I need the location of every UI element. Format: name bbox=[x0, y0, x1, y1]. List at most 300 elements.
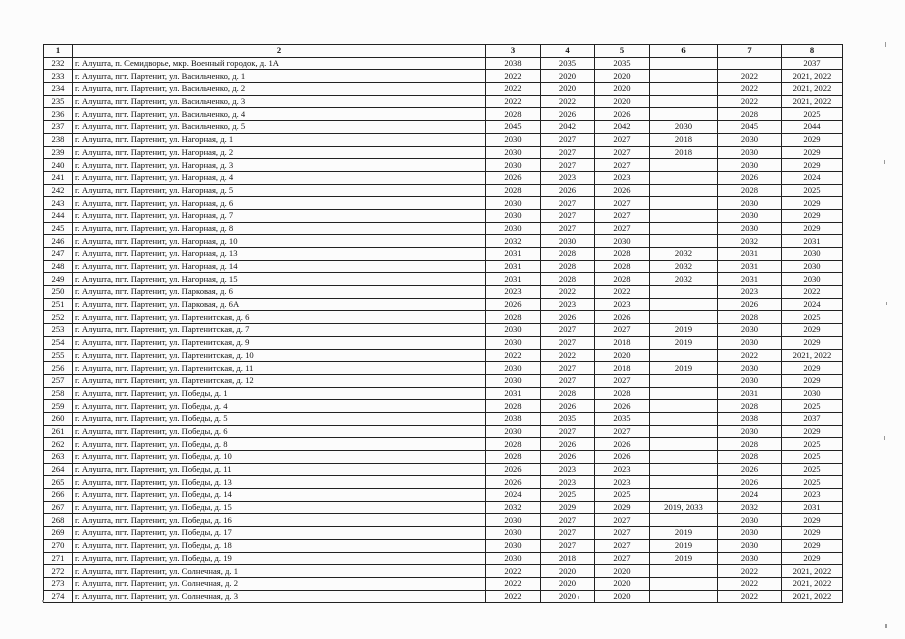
value-cell-8: 2021, 2022 bbox=[782, 70, 843, 83]
address-cell: г. Алушта, пгт. Партенит, ул. Нагорная, д. 6 bbox=[73, 197, 486, 210]
row-number-cell: 263 bbox=[44, 451, 73, 464]
table-row bbox=[44, 324, 843, 337]
row-number-cell: 270 bbox=[44, 539, 73, 552]
address-cell: г. Алушта, п. Семидворье, мкр. Военный городок, д. 1А bbox=[73, 57, 486, 70]
row-number-cell: 251 bbox=[44, 298, 73, 311]
address-cell: г. Алушта, пгт. Партенит, ул. Победы, д. 19 bbox=[73, 552, 486, 565]
value-cell-5: 2027 bbox=[595, 552, 650, 565]
value-cell-5: 2027 bbox=[595, 133, 650, 146]
table-row bbox=[44, 463, 843, 476]
row-number-cell: 262 bbox=[44, 438, 73, 451]
address-cell: г. Алушта, пгт. Партенит, ул. Васильченко, д. 4 bbox=[73, 108, 486, 121]
value-cell-6 bbox=[650, 286, 718, 299]
table-row bbox=[44, 489, 843, 502]
value-cell-5: 2027 bbox=[595, 425, 650, 438]
table-row bbox=[44, 349, 843, 362]
value-cell-7: 2030 bbox=[718, 552, 782, 565]
table-row bbox=[44, 552, 843, 565]
value-cell-4: 2020 bbox=[541, 590, 595, 603]
address-cell: г. Алушта, пгт. Партенит, ул. Победы, д. 18 bbox=[73, 539, 486, 552]
value-cell-8: 2025 bbox=[782, 311, 843, 324]
value-cell-7: 2028 bbox=[718, 108, 782, 121]
row-number-cell: 264 bbox=[44, 463, 73, 476]
value-cell-5: 2023 bbox=[595, 463, 650, 476]
value-cell-5: 2027 bbox=[595, 514, 650, 527]
value-cell-6 bbox=[650, 476, 718, 489]
value-cell-7: 2030 bbox=[718, 146, 782, 159]
value-cell-7: 2030 bbox=[718, 362, 782, 375]
table-row bbox=[44, 298, 843, 311]
value-cell-7: 2038 bbox=[718, 412, 782, 425]
table-row bbox=[44, 565, 843, 578]
value-cell-4: 2027 bbox=[541, 374, 595, 387]
row-number-cell: 247 bbox=[44, 248, 73, 261]
value-cell-7: 2030 bbox=[718, 222, 782, 235]
value-cell-8: 2021, 2022 bbox=[782, 95, 843, 108]
value-cell-7: 2026 bbox=[718, 476, 782, 489]
value-cell-6: 2032 bbox=[650, 260, 718, 273]
value-cell-3: 2028 bbox=[486, 311, 541, 324]
value-cell-5: 2028 bbox=[595, 273, 650, 286]
value-cell-7: 2024 bbox=[718, 489, 782, 502]
value-cell-6: 2019 bbox=[650, 527, 718, 540]
value-cell-7: 2030 bbox=[718, 374, 782, 387]
value-cell-7: 2030 bbox=[718, 159, 782, 172]
table-row bbox=[44, 539, 843, 552]
address-cell: г. Алушта, пгт. Партенит, ул. Васильченко, д. 1 bbox=[73, 70, 486, 83]
table-row bbox=[44, 577, 843, 590]
value-cell-4: 2028 bbox=[541, 260, 595, 273]
address-cell: г. Алушта, пгт. Партенит, ул. Партенитская, д. 7 bbox=[73, 324, 486, 337]
address-cell: г. Алушта, пгт. Партенит, ул. Парковая, д. 6 bbox=[73, 286, 486, 299]
value-cell-6 bbox=[650, 95, 718, 108]
value-cell-4: 2026 bbox=[541, 108, 595, 121]
value-cell-8: 2029 bbox=[782, 336, 843, 349]
address-cell: г. Алушта, пгт. Партенит, ул. Партенитская, д. 10 bbox=[73, 349, 486, 362]
address-cell: г. Алушта, пгт. Партенит, ул. Парковая, д. 6А bbox=[73, 298, 486, 311]
value-cell-3: 2024 bbox=[486, 489, 541, 502]
address-cell: г. Алушта, пгт. Партенит, ул. Нагорная, д. 4 bbox=[73, 171, 486, 184]
value-cell-3: 2023 bbox=[486, 286, 541, 299]
value-cell-8: 2022 bbox=[782, 286, 843, 299]
value-cell-7: 2030 bbox=[718, 336, 782, 349]
address-cell: г. Алушта, пгт. Партенит, ул. Победы, д. 15 bbox=[73, 501, 486, 514]
table-row bbox=[44, 374, 843, 387]
row-number-cell: 238 bbox=[44, 133, 73, 146]
value-cell-6 bbox=[650, 108, 718, 121]
value-cell-6: 2032 bbox=[650, 248, 718, 261]
table-row bbox=[44, 387, 843, 400]
value-cell-3: 2030 bbox=[486, 222, 541, 235]
value-cell-8: 2029 bbox=[782, 539, 843, 552]
value-cell-5: 2020 bbox=[595, 590, 650, 603]
address-cell: г. Алушта, пгт. Партенит, ул. Нагорная, д. 8 bbox=[73, 222, 486, 235]
address-cell: г. Алушта, пгт. Партенит, ул. Победы, д. 11 bbox=[73, 463, 486, 476]
value-cell-8: 2029 bbox=[782, 159, 843, 172]
value-cell-4: 2026 bbox=[541, 400, 595, 413]
table-row bbox=[44, 133, 843, 146]
address-cell: г. Алушта, пгт. Партенит, ул. Нагорная, д. 1 bbox=[73, 133, 486, 146]
table-row bbox=[44, 286, 843, 299]
value-cell-8: 2025 bbox=[782, 108, 843, 121]
address-cell: г. Алушта, пгт. Партенит, ул. Победы, д. 13 bbox=[73, 476, 486, 489]
value-cell-8: 2025 bbox=[782, 438, 843, 451]
value-cell-4: 2027 bbox=[541, 159, 595, 172]
table-row bbox=[44, 260, 843, 273]
address-cell: г. Алушта, пгт. Партенит, ул. Победы, д. 5 bbox=[73, 412, 486, 425]
table-row bbox=[44, 412, 843, 425]
value-cell-8: 2030 bbox=[782, 260, 843, 273]
row-number-cell: 241 bbox=[44, 171, 73, 184]
value-cell-3: 2030 bbox=[486, 197, 541, 210]
value-cell-5: 2027 bbox=[595, 374, 650, 387]
row-number-cell: 252 bbox=[44, 311, 73, 324]
row-number-cell: 234 bbox=[44, 83, 73, 96]
value-cell-5: 2020 bbox=[595, 83, 650, 96]
value-cell-8: 2030 bbox=[782, 273, 843, 286]
value-cell-5: 2026 bbox=[595, 184, 650, 197]
value-cell-7: 2026 bbox=[718, 298, 782, 311]
value-cell-8: 2029 bbox=[782, 425, 843, 438]
value-cell-8: 2025 bbox=[782, 476, 843, 489]
value-cell-3: 2028 bbox=[486, 451, 541, 464]
value-cell-3: 2031 bbox=[486, 387, 541, 400]
table-row bbox=[44, 362, 843, 375]
value-cell-4: 2027 bbox=[541, 209, 595, 222]
value-cell-7: 2031 bbox=[718, 260, 782, 273]
row-number-cell: 245 bbox=[44, 222, 73, 235]
value-cell-8: 2031 bbox=[782, 501, 843, 514]
value-cell-5: 2029 bbox=[595, 501, 650, 514]
table-row bbox=[44, 57, 843, 70]
value-cell-7: 2022 bbox=[718, 565, 782, 578]
value-cell-3: 2026 bbox=[486, 476, 541, 489]
address-cell: г. Алушта, пгт. Партенит, ул. Нагорная, д. 14 bbox=[73, 260, 486, 273]
table-row bbox=[44, 527, 843, 540]
value-cell-8: 2029 bbox=[782, 133, 843, 146]
value-cell-4: 2020 bbox=[541, 70, 595, 83]
value-cell-4: 2035 bbox=[541, 412, 595, 425]
value-cell-6: 2019, 2033 bbox=[650, 501, 718, 514]
row-number-cell: 240 bbox=[44, 159, 73, 172]
value-cell-8: 2023 bbox=[782, 489, 843, 502]
value-cell-3: 2031 bbox=[486, 260, 541, 273]
value-cell-6: 2019 bbox=[650, 552, 718, 565]
row-number-cell: 267 bbox=[44, 501, 73, 514]
row-number-cell: 237 bbox=[44, 121, 73, 134]
value-cell-3: 2030 bbox=[486, 159, 541, 172]
value-cell-8: 2029 bbox=[782, 514, 843, 527]
value-cell-8: 2029 bbox=[782, 374, 843, 387]
value-cell-3: 2030 bbox=[486, 539, 541, 552]
value-cell-3: 2032 bbox=[486, 501, 541, 514]
row-number-cell: 259 bbox=[44, 400, 73, 413]
table-row bbox=[44, 336, 843, 349]
value-cell-6 bbox=[650, 184, 718, 197]
value-cell-6: 2032 bbox=[650, 273, 718, 286]
value-cell-6 bbox=[650, 514, 718, 527]
value-cell-5: 2042 bbox=[595, 121, 650, 134]
value-cell-3: 2030 bbox=[486, 324, 541, 337]
column-header: 2 bbox=[73, 45, 486, 58]
value-cell-7: 2031 bbox=[718, 273, 782, 286]
value-cell-5: 2023 bbox=[595, 171, 650, 184]
value-cell-7: 2028 bbox=[718, 400, 782, 413]
value-cell-3: 2028 bbox=[486, 108, 541, 121]
value-cell-8: 2029 bbox=[782, 527, 843, 540]
value-cell-6 bbox=[650, 577, 718, 590]
value-cell-6: 2019 bbox=[650, 362, 718, 375]
column-header: 8 bbox=[782, 45, 843, 58]
value-cell-8: 2025 bbox=[782, 400, 843, 413]
value-cell-3: 2030 bbox=[486, 146, 541, 159]
value-cell-7: 2022 bbox=[718, 590, 782, 603]
value-cell-7: 2045 bbox=[718, 121, 782, 134]
value-cell-6 bbox=[650, 171, 718, 184]
table-row bbox=[44, 501, 843, 514]
value-cell-8: 2021, 2022 bbox=[782, 83, 843, 96]
value-cell-4: 2023 bbox=[541, 298, 595, 311]
value-cell-4: 2022 bbox=[541, 286, 595, 299]
row-number-cell: 243 bbox=[44, 197, 73, 210]
value-cell-6 bbox=[650, 438, 718, 451]
value-cell-5: 2022 bbox=[595, 286, 650, 299]
row-number-cell: 246 bbox=[44, 235, 73, 248]
value-cell-4: 2020 bbox=[541, 577, 595, 590]
address-cell: г. Алушта, пгт. Партенит, ул. Нагорная, д. 10 bbox=[73, 235, 486, 248]
column-header: 1 bbox=[44, 45, 73, 58]
value-cell-7: 2030 bbox=[718, 133, 782, 146]
table-row bbox=[44, 235, 843, 248]
value-cell-5: 2030 bbox=[595, 235, 650, 248]
value-cell-6 bbox=[650, 463, 718, 476]
value-cell-4: 2026 bbox=[541, 184, 595, 197]
value-cell-6 bbox=[650, 374, 718, 387]
value-cell-4: 2023 bbox=[541, 171, 595, 184]
value-cell-4: 2042 bbox=[541, 121, 595, 134]
row-number-cell: 261 bbox=[44, 425, 73, 438]
value-cell-3: 2022 bbox=[486, 577, 541, 590]
value-cell-8: 2037 bbox=[782, 412, 843, 425]
value-cell-8: 2030 bbox=[782, 248, 843, 261]
row-number-cell: 244 bbox=[44, 209, 73, 222]
value-cell-5: 2028 bbox=[595, 260, 650, 273]
table-row bbox=[44, 171, 843, 184]
scan-speck bbox=[884, 160, 885, 164]
address-cell: г. Алушта, пгт. Партенит, ул. Партенитская, д. 6 bbox=[73, 311, 486, 324]
value-cell-4: 2026 bbox=[541, 451, 595, 464]
value-cell-3: 2028 bbox=[486, 438, 541, 451]
value-cell-5: 2020 bbox=[595, 95, 650, 108]
table-row bbox=[44, 438, 843, 451]
value-cell-5: 2027 bbox=[595, 324, 650, 337]
address-cell: г. Алушта, пгт. Партенит, ул. Победы, д. 17 bbox=[73, 527, 486, 540]
value-cell-3: 2031 bbox=[486, 248, 541, 261]
value-cell-3: 2026 bbox=[486, 171, 541, 184]
value-cell-4: 2026 bbox=[541, 311, 595, 324]
value-cell-7: 2026 bbox=[718, 171, 782, 184]
table-row bbox=[44, 476, 843, 489]
value-cell-6 bbox=[650, 159, 718, 172]
value-cell-7: 2022 bbox=[718, 70, 782, 83]
row-number-cell: 248 bbox=[44, 260, 73, 273]
value-cell-3: 2022 bbox=[486, 83, 541, 96]
value-cell-4: 2027 bbox=[541, 527, 595, 540]
row-number-cell: 273 bbox=[44, 577, 73, 590]
address-cell: г. Алушта, пгт. Партенит, ул. Нагорная, д. 2 bbox=[73, 146, 486, 159]
address-cell: г. Алушта, пгт. Партенит, ул. Солнечная, д. 1 bbox=[73, 565, 486, 578]
value-cell-8: 2024 bbox=[782, 171, 843, 184]
table-row bbox=[44, 273, 843, 286]
value-cell-4: 2027 bbox=[541, 539, 595, 552]
value-cell-6: 2018 bbox=[650, 133, 718, 146]
value-cell-4: 2022 bbox=[541, 349, 595, 362]
value-cell-6 bbox=[650, 425, 718, 438]
value-cell-5: 2020 bbox=[595, 349, 650, 362]
value-cell-3: 2022 bbox=[486, 349, 541, 362]
value-cell-7: 2022 bbox=[718, 95, 782, 108]
value-cell-8: 2021, 2022 bbox=[782, 349, 843, 362]
value-cell-7: 2030 bbox=[718, 539, 782, 552]
value-cell-3: 2030 bbox=[486, 514, 541, 527]
table-row bbox=[44, 400, 843, 413]
value-cell-5: 2023 bbox=[595, 298, 650, 311]
value-cell-3: 2028 bbox=[486, 400, 541, 413]
row-number-cell: 256 bbox=[44, 362, 73, 375]
row-number-cell: 257 bbox=[44, 374, 73, 387]
table-row bbox=[44, 514, 843, 527]
row-number-cell: 258 bbox=[44, 387, 73, 400]
row-number-cell: 253 bbox=[44, 324, 73, 337]
value-cell-6 bbox=[650, 590, 718, 603]
value-cell-8: 2025 bbox=[782, 184, 843, 197]
address-cell: г. Алушта, пгт. Партенит, ул. Партенитская, д. 11 bbox=[73, 362, 486, 375]
value-cell-6 bbox=[650, 349, 718, 362]
value-cell-7: 2022 bbox=[718, 577, 782, 590]
value-cell-6 bbox=[650, 451, 718, 464]
value-cell-3: 2022 bbox=[486, 590, 541, 603]
address-cell: г. Алушта, пгт. Партенит, ул. Победы, д. 4 bbox=[73, 400, 486, 413]
value-cell-3: 2030 bbox=[486, 133, 541, 146]
row-number-cell: 250 bbox=[44, 286, 73, 299]
address-cell: г. Алушта, пгт. Партенит, ул. Нагорная, д. 7 bbox=[73, 209, 486, 222]
value-cell-3: 2030 bbox=[486, 425, 541, 438]
value-cell-4: 2027 bbox=[541, 514, 595, 527]
value-cell-8: 2044 bbox=[782, 121, 843, 134]
address-cell: г. Алушта, пгт. Партенит, ул. Победы, д. 6 bbox=[73, 425, 486, 438]
value-cell-5: 2020 bbox=[595, 577, 650, 590]
value-cell-5: 2018 bbox=[595, 336, 650, 349]
value-cell-8: 2029 bbox=[782, 362, 843, 375]
value-cell-4: 2027 bbox=[541, 336, 595, 349]
value-cell-6: 2018 bbox=[650, 146, 718, 159]
table-row bbox=[44, 222, 843, 235]
value-cell-4: 2026 bbox=[541, 438, 595, 451]
column-header: 7 bbox=[718, 45, 782, 58]
value-cell-4: 2027 bbox=[541, 146, 595, 159]
address-cell: г. Алушта, пгт. Партенит, ул. Победы, д. 8 bbox=[73, 438, 486, 451]
column-header: 3 bbox=[486, 45, 541, 58]
column-header: 4 bbox=[541, 45, 595, 58]
value-cell-7: 2028 bbox=[718, 184, 782, 197]
value-cell-5: 2035 bbox=[595, 57, 650, 70]
row-number-cell: 235 bbox=[44, 95, 73, 108]
row-number-cell: 260 bbox=[44, 412, 73, 425]
value-cell-3: 2022 bbox=[486, 95, 541, 108]
value-cell-5: 2026 bbox=[595, 108, 650, 121]
table-row bbox=[44, 108, 843, 121]
table-row bbox=[44, 121, 843, 134]
table-row bbox=[44, 451, 843, 464]
value-cell-3: 2030 bbox=[486, 336, 541, 349]
address-cell: г. Алушта, пгт. Партенит, ул. Нагорная, д. 5 bbox=[73, 184, 486, 197]
value-cell-4: 2025 bbox=[541, 489, 595, 502]
value-cell-5: 2018 bbox=[595, 362, 650, 375]
address-cell: г. Алушта, пгт. Партенит, ул. Победы, д. 1 bbox=[73, 387, 486, 400]
scan-speck bbox=[885, 624, 887, 628]
value-cell-3: 2032 bbox=[486, 235, 541, 248]
scan-speck bbox=[885, 42, 886, 47]
value-cell-7: 2023 bbox=[718, 286, 782, 299]
value-cell-4: 2023 bbox=[541, 476, 595, 489]
table-row bbox=[44, 311, 843, 324]
value-cell-6 bbox=[650, 83, 718, 96]
table-row bbox=[44, 425, 843, 438]
value-cell-4: 2018 bbox=[541, 552, 595, 565]
value-cell-8: 2025 bbox=[782, 451, 843, 464]
value-cell-7: 2030 bbox=[718, 324, 782, 337]
value-cell-5: 2023 bbox=[595, 476, 650, 489]
address-cell: г. Алушта, пгт. Партенит, ул. Солнечная, д. 3 bbox=[73, 590, 486, 603]
value-cell-3: 2045 bbox=[486, 121, 541, 134]
value-cell-8: 2021, 2022 bbox=[782, 565, 843, 578]
value-cell-4: 2022 bbox=[541, 95, 595, 108]
value-cell-6 bbox=[650, 222, 718, 235]
value-cell-4: 2028 bbox=[541, 387, 595, 400]
value-cell-3: 2038 bbox=[486, 57, 541, 70]
value-cell-8: 2029 bbox=[782, 552, 843, 565]
value-cell-3: 2028 bbox=[486, 184, 541, 197]
value-cell-8: 2037 bbox=[782, 57, 843, 70]
address-cell: г. Алушта, пгт. Партенит, ул. Нагорная, д. 3 bbox=[73, 159, 486, 172]
row-number-cell: 242 bbox=[44, 184, 73, 197]
row-number-cell: 232 bbox=[44, 57, 73, 70]
value-cell-4: 2027 bbox=[541, 133, 595, 146]
table-row bbox=[44, 197, 843, 210]
value-cell-5: 2028 bbox=[595, 248, 650, 261]
value-cell-5: 2020 bbox=[595, 565, 650, 578]
address-cell: г. Алушта, пгт. Партенит, ул. Васильченко, д. 5 bbox=[73, 121, 486, 134]
row-number-cell: 265 bbox=[44, 476, 73, 489]
table-row bbox=[44, 159, 843, 172]
row-number-cell: 255 bbox=[44, 349, 73, 362]
value-cell-8: 2030 bbox=[782, 387, 843, 400]
address-cell: г. Алушта, пгт. Партенит, ул. Победы, д. 10 bbox=[73, 451, 486, 464]
value-cell-4: 2023 bbox=[541, 463, 595, 476]
row-number-cell: 271 bbox=[44, 552, 73, 565]
row-number-cell: 266 bbox=[44, 489, 73, 502]
value-cell-7: 2031 bbox=[718, 248, 782, 261]
value-cell-8: 2031 bbox=[782, 235, 843, 248]
value-cell-6: 2019 bbox=[650, 324, 718, 337]
table-row bbox=[44, 184, 843, 197]
scan-speck bbox=[884, 436, 885, 440]
address-cell: г. Алушта, пгт. Партенит, ул. Солнечная, д. 2 bbox=[73, 577, 486, 590]
table-row bbox=[44, 83, 843, 96]
address-cell: г. Алушта, пгт. Партенит, ул. Партенитская, д. 9 bbox=[73, 336, 486, 349]
value-cell-6: 2030 bbox=[650, 121, 718, 134]
row-number-cell: 272 bbox=[44, 565, 73, 578]
